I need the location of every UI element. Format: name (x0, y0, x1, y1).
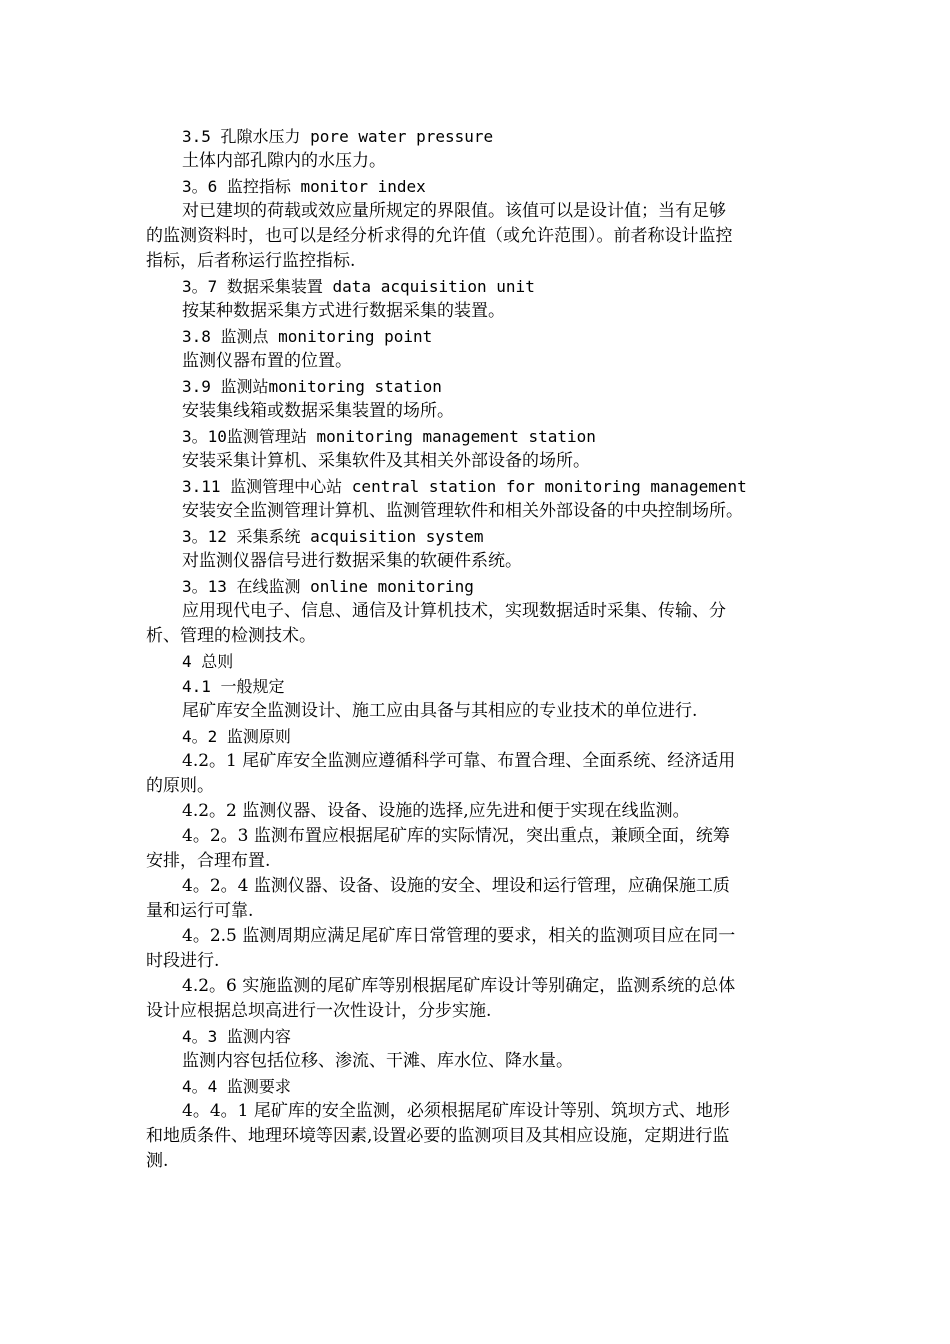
paragraph (146, 199, 811, 274)
heading-line: 3.8 监测点 monitoring point (182, 327, 433, 346)
text-line: 4。2。4 监测仪器、设备、设施的安全、埋设和运行管理，应确保施工质 (182, 876, 730, 896)
text-line: 安排，合理布置. (146, 851, 271, 871)
text-line: 的监测资料时，也可以是经分析求得的允许值（或允许范围）。前者称设计监控 (146, 226, 733, 246)
text-line: 的原则。 (146, 776, 214, 796)
text-line: 安装集线箱或数据采集装置的场所。 (182, 401, 454, 421)
text-line: 4。2。3 监测布置应根据尾矿库的实际情况，突出重点，兼顾全面，统筹 (182, 826, 730, 846)
text-line: 应用现代电子、信息、通信及计算机技术，实现数据适时采集、传输、分 (182, 601, 726, 621)
document-page (146, 124, 811, 1174)
text-line: 和地质条件、地理环境等因素,设置必要的监测项目及其相应设施，定期进行监 (146, 1126, 730, 1146)
text-line: 按某种数据采集方式进行数据采集的装置。 (182, 301, 505, 321)
paragraph (146, 799, 811, 824)
text-line: 时段进行. (146, 951, 220, 971)
paragraph (146, 374, 811, 399)
paragraph (146, 874, 811, 924)
heading-line: 3。12 采集系统 acquisition system (182, 527, 484, 546)
paragraph (146, 974, 811, 1024)
heading-line: 4。2 监测原则 (182, 727, 291, 746)
paragraph (146, 1099, 811, 1174)
paragraph (146, 724, 811, 749)
text-line: 4。4。1 尾矿库的安全监测，必须根据尾矿库设计等别、筑坝方式、地形 (182, 1101, 730, 1121)
paragraph (146, 274, 811, 299)
paragraph (146, 599, 811, 649)
paragraph (146, 1024, 811, 1049)
paragraph (146, 574, 811, 599)
heading-line: 4 总则 (182, 652, 234, 671)
text-line: 安装采集计算机、采集软件及其相关外部设备的场所。 (182, 451, 590, 471)
heading-line: 3。13 在线监测 online monitoring (182, 577, 474, 596)
text-line: 安装安全监测管理计算机、监测管理软件和相关外部设备的中央控制场所。 (182, 501, 743, 521)
paragraph (146, 474, 811, 499)
text-line: 量和运行可靠. (146, 901, 254, 921)
text-line: 监测仪器布置的位置。 (182, 351, 352, 371)
paragraph (146, 424, 811, 449)
text-line: 监测内容包括位移、渗流、干滩、库水位、降水量。 (182, 1051, 573, 1071)
paragraph (146, 149, 811, 174)
text-line: 测. (146, 1151, 169, 1171)
paragraph (146, 824, 811, 874)
text-line: 土体内部孔隙内的水压力。 (182, 151, 386, 171)
paragraph (146, 549, 811, 574)
heading-line: 4。4 监测要求 (182, 1077, 291, 1096)
text-line: 尾矿库安全监测设计、施工应由具备与其相应的专业技术的单位进行. (182, 701, 698, 721)
paragraph (146, 299, 811, 324)
text-line: 指标，后者称运行监控指标. (146, 251, 356, 271)
paragraph (146, 324, 811, 349)
text-line: 4.2。6 实施监测的尾矿库等别根据尾矿库设计等别确定，监测系统的总体 (182, 976, 736, 996)
heading-line: 4.1 一般规定 (182, 677, 285, 696)
text-line: 设计应根据总坝高进行一次性设计，分步实施. (146, 1001, 492, 1021)
heading-line: 3。6 监控指标 monitor index (182, 177, 426, 196)
paragraph (146, 649, 811, 674)
paragraph (146, 349, 811, 374)
heading-line: 3。10监测管理站 monitoring management station (182, 427, 596, 446)
paragraph (146, 124, 811, 149)
text-line: 对已建坝的荷载或效应量所规定的界限值。该值可以是设计值；当有足够 (182, 201, 726, 221)
heading-line: 3。7 数据采集装置 data acquisition unit (182, 277, 535, 296)
paragraph (146, 749, 811, 799)
paragraph (146, 924, 811, 974)
paragraph (146, 399, 811, 424)
heading-line: 3.11 监测管理中心站 central station for monitoring management (182, 477, 747, 496)
paragraph (146, 699, 811, 724)
paragraph (146, 449, 811, 474)
heading-line: 3.9 监测站monitoring station (182, 377, 442, 396)
heading-line: 3.5 孔隙水压力 pore water pressure (182, 127, 494, 146)
paragraph (146, 674, 811, 699)
paragraph (146, 1074, 811, 1099)
text-line: 4.2。1 尾矿库安全监测应遵循科学可靠、布置合理、全面系统、经济适用 (182, 751, 736, 771)
text-line: 析、管理的检测技术。 (146, 626, 316, 646)
heading-line: 4。3 监测内容 (182, 1027, 291, 1046)
text-line: 对监测仪器信号进行数据采集的软硬件系统。 (182, 551, 522, 571)
paragraph (146, 524, 811, 549)
text-line: 4。2.5 监测周期应满足尾矿库日常管理的要求，相关的监测项目应在同一 (182, 926, 736, 946)
paragraph (146, 499, 811, 524)
text-line: 4.2。2 监测仪器、设备、设施的选择,应先进和便于实现在线监测。 (182, 801, 690, 821)
paragraph (146, 174, 811, 199)
paragraph (146, 1049, 811, 1074)
